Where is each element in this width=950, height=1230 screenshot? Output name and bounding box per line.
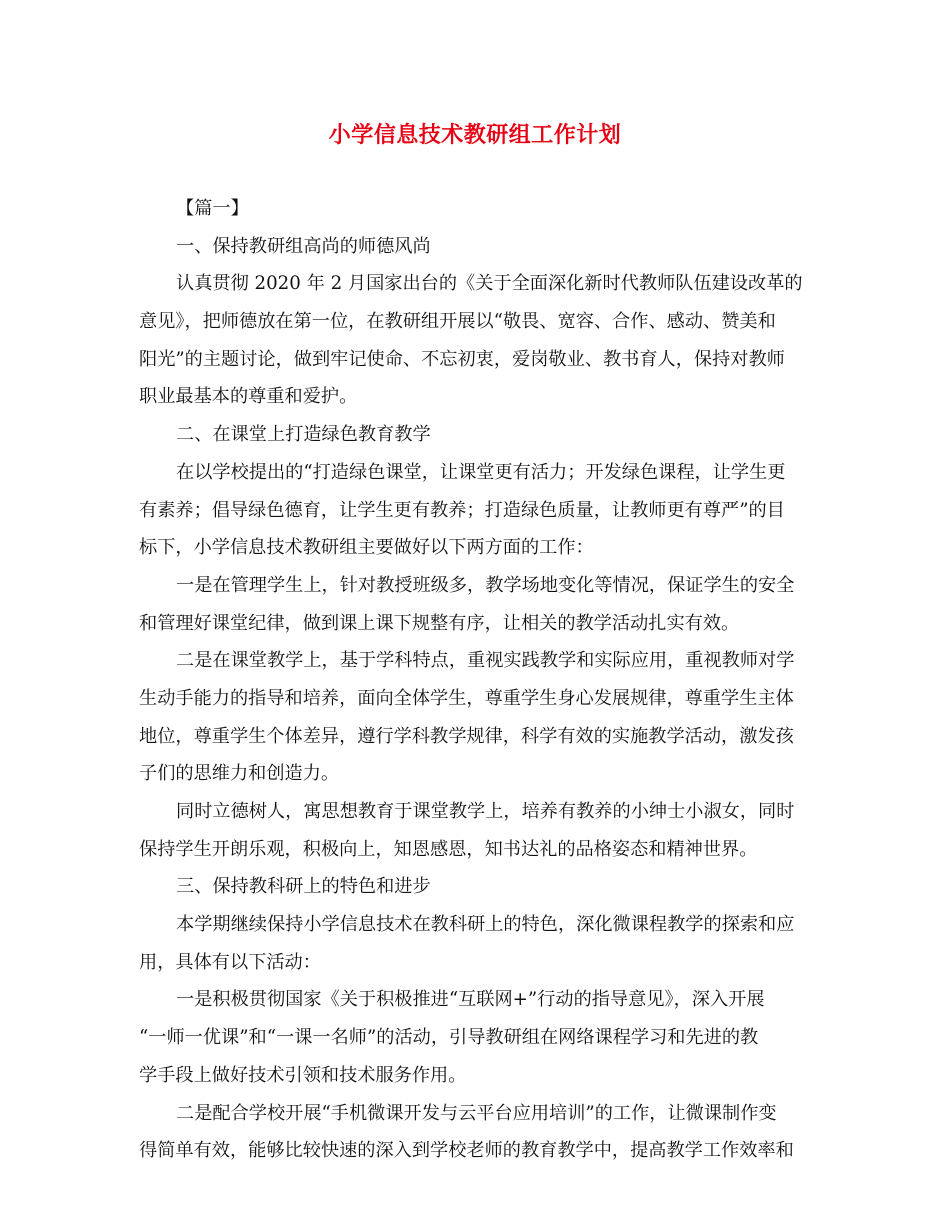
paragraph-line: 学手段上做好技术引领和技术服务作用。 xyxy=(139,1064,467,1086)
paragraph-line: 职业最基本的尊重和爱护。 xyxy=(139,386,358,408)
paragraph-line: 子们的思维力和创造力。 xyxy=(139,763,340,785)
paragraph-line: 本学期继续保持小学信息技术在教科研上的特色，深化微课程教学的探索和应 xyxy=(176,914,795,936)
paragraph-line: 用，具体有以下活动： xyxy=(139,951,321,973)
paragraph-line: 阳光”的主题讨论，做到牢记使命、不忘初衷，爱岗敬业、教书育人，保持对教师 xyxy=(139,348,785,370)
paragraph-line: 同时立德树人，寓思想教育于课堂教学上，培养有教养的小绅士小淑女，同时 xyxy=(176,801,795,822)
paragraph-line: 二是配合学校开展“手机微课开发与云平台应用培训”的工作，让微课制作变 xyxy=(176,1102,777,1124)
paragraph-line: 标下，小学信息技术教研组主要做好以下两方面的工作： xyxy=(139,537,594,559)
document-body xyxy=(139,190,815,1170)
paragraph-line: 和管理好课堂纪律，做到课上课下规整有序，让相关的教学活动扎实有效。 xyxy=(139,612,740,634)
paragraph-line: 有素养；倡导绿色德育，让学生更有教养；打造绿色质量，让教师更有尊严”的目 xyxy=(139,499,785,521)
paragraph-line: 一是积极贯彻国家《关于积极推进“互联网+”行动的指导意见》，深入开展 xyxy=(176,989,765,1011)
paragraph-line: “一师一优课”和“一课一名师”的活动，引导教研组在网络课程学习和先进的教 xyxy=(139,1027,759,1049)
heading-3: 三、保持教科研上的特色和进步 xyxy=(176,876,431,898)
paragraph-line: 一是在管理学生上，针对教授班级多，教学场地变化等情况，保证学生的安全 xyxy=(176,574,795,596)
paragraph-line: 保持学生开朗乐观，积极向上，知恩感恩，知书达礼的品格姿态和精神世界。 xyxy=(139,838,758,860)
paragraph-line: 认真贯彻 2020 年 2 月国家出台的《关于全面深化新时代教师队伍建设改革的 xyxy=(176,273,803,295)
paragraph-line: 生动手能力的指导和培养，面向全体学生，尊重学生身心发展规律，尊重学生主体 xyxy=(139,687,794,709)
document-title: 小学信息技术教研组工作计划 xyxy=(328,122,622,148)
heading-1: 一、保持教研组高尚的师德风尚 xyxy=(176,235,431,257)
heading-2: 二、在课堂上打造绿色教育教学 xyxy=(176,424,431,446)
paragraph-line: 地位，尊重学生个体差异，遵行学科教学规律，科学有效的实施教学活动，激发孩 xyxy=(139,725,794,747)
paragraph-line: 二是在课堂教学上，基于学科特点，重视实践教学和实际应用，重视教师对学 xyxy=(176,650,795,672)
paragraph-line: 意见》，把师德放在第一位，在教研组开展以“敬畏、宽容、合作、感动、赞美和 xyxy=(139,311,776,333)
paragraph-line: 在以学校提出的“打造绿色课堂，让课堂更有活力；开发绿色课程，让学生更 xyxy=(176,461,786,483)
paragraph-line: 得简单有效，能够比较快速的深入到学校老师的教育教学中，提高教学工作效率和 xyxy=(139,1140,794,1162)
section-label: 【篇一】 xyxy=(176,198,249,219)
